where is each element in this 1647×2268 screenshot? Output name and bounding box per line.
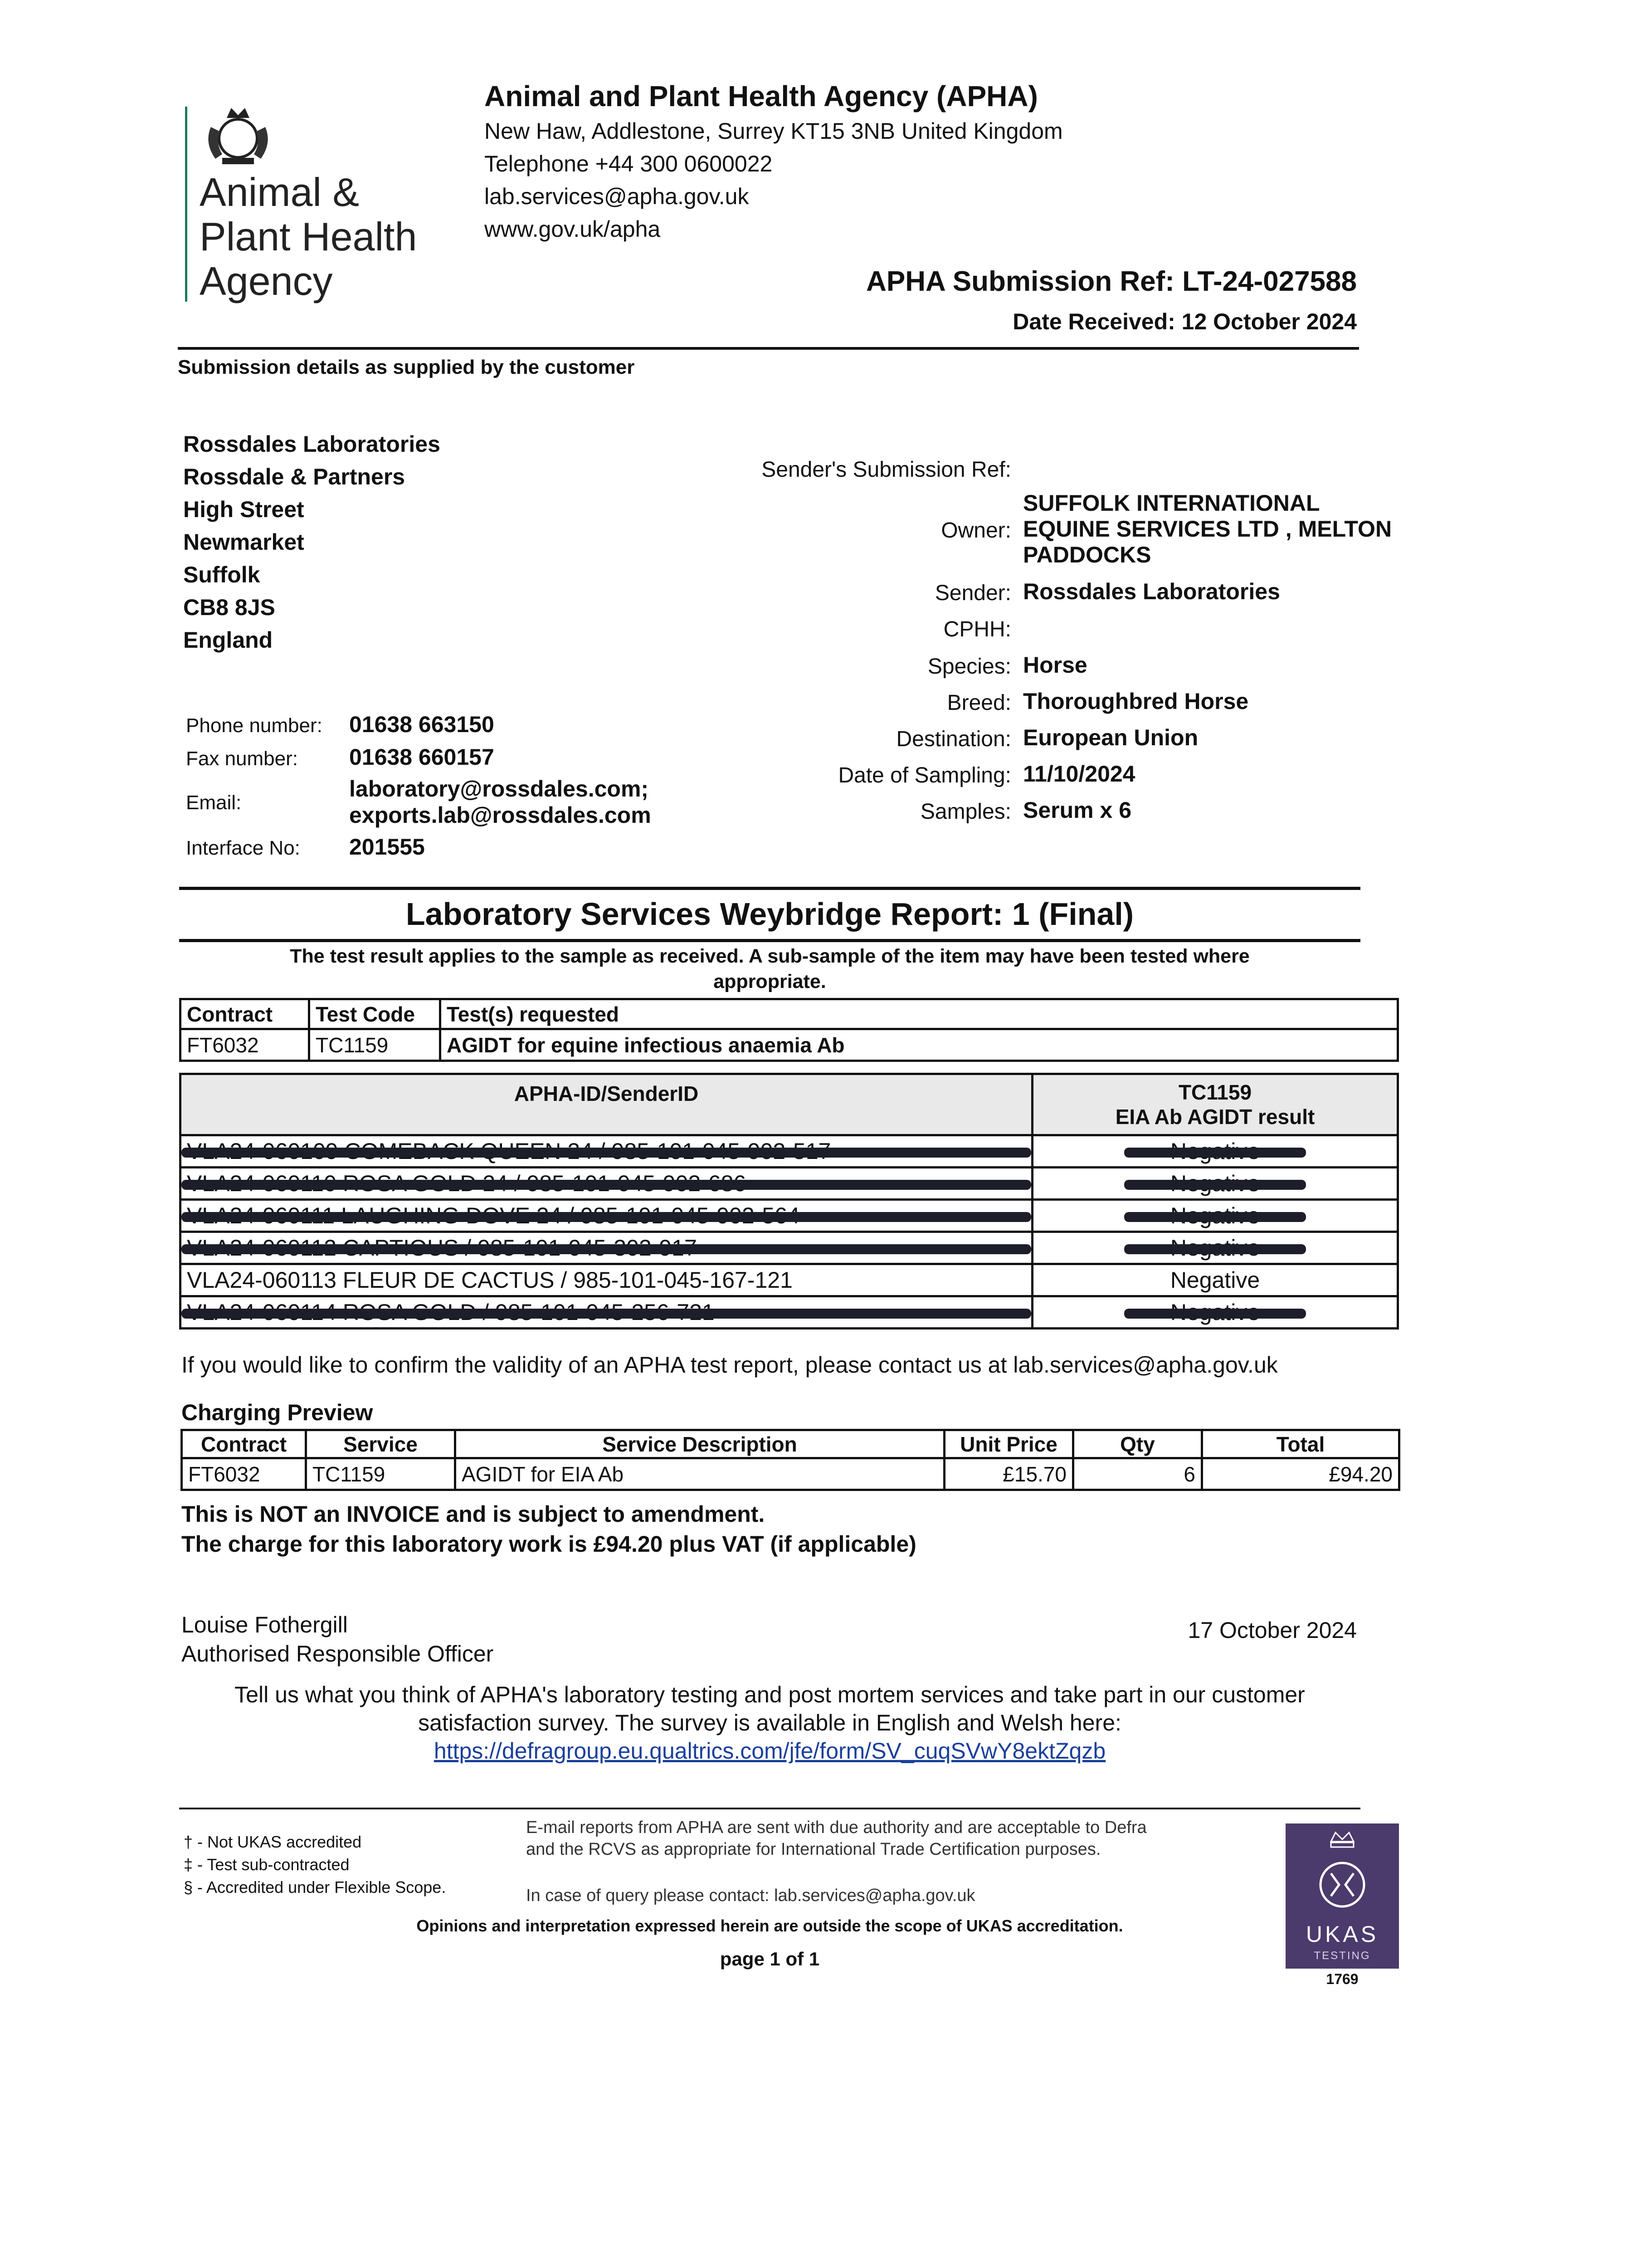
applies-note: The test result applies to the sample as received. A sub-sample of the item may have been tested where appropriate.: [290, 945, 1250, 992]
owner-line: EQUINE SERVICES LTD , MELTON: [1023, 516, 1392, 542]
survey-block: [179, 1681, 1360, 1765]
charging-header-service: Service: [306, 1430, 455, 1458]
ukas-sub: TESTING: [1314, 1950, 1371, 1962]
footer-opinions: Opinions and interpretation expressed herein are outside the scope of UKAS accreditation.: [416, 1916, 1123, 1935]
charging-cell-contract: FT6032: [182, 1458, 306, 1490]
redaction-mark: [181, 1212, 1031, 1222]
redaction-mark: [1124, 1244, 1306, 1254]
redaction-mark: [1124, 1212, 1306, 1222]
destination-value: European Union: [1023, 725, 1199, 750]
sample-result-cell: [1033, 1232, 1398, 1264]
destination-label: Destination:: [896, 727, 1011, 751]
sample-result-cell: [1033, 1135, 1398, 1168]
not-invoice-note: This is NOT an INVOICE and is subject to amendment.: [181, 1501, 765, 1527]
report-divider-top: [179, 887, 1360, 890]
footer-divider: [179, 1808, 1360, 1809]
date-received: Date Received: 12 October 2024: [1013, 309, 1357, 334]
charging-title: Charging Preview: [181, 1400, 373, 1425]
agency-web: www.gov.uk/apha: [484, 216, 661, 242]
agency-title: Animal and Plant Health Agency (APHA): [484, 80, 1038, 112]
signoff-block: [181, 1610, 493, 1668]
samples-value: Serum x 6: [1023, 797, 1132, 823]
cphh-label: CPHH:: [943, 617, 1011, 641]
tests-header-contract: Contract: [180, 999, 309, 1029]
report-divider-bottom: [179, 939, 1360, 942]
agency-logo-text: Animal & Plant Health Agency: [200, 170, 417, 303]
signoff-date: 17 October 2024: [1188, 1618, 1357, 1643]
sample-id-cell: [180, 1135, 1033, 1168]
results-header-code: TC1159: [1178, 1080, 1252, 1104]
charging-header-contract: Contract: [182, 1430, 306, 1458]
redaction-mark: [1124, 1148, 1306, 1158]
redaction-mark: [181, 1244, 1031, 1254]
redaction-mark: [181, 1309, 1031, 1319]
table-row: [180, 1200, 1398, 1232]
species-value: Horse: [1023, 652, 1087, 678]
footer-key-subcontracted: ‡ - Test sub-contracted: [184, 1855, 350, 1874]
tests-cell-contract: FT6032: [180, 1029, 309, 1061]
breed-label: Breed:: [947, 691, 1011, 715]
officer-name: Louise Fothergill: [181, 1612, 348, 1637]
customer-address-line: High Street: [183, 497, 304, 522]
ukas-badge: [1286, 1823, 1399, 1969]
samples-label: Samples:: [920, 800, 1011, 824]
agency-address: New Haw, Addlestone, Surrey KT15 3NB United Kingdom: [484, 118, 1063, 144]
footer-key-flexible-scope: § - Accredited under Flexible Scope.: [184, 1878, 446, 1897]
charging-header-unit-price: Unit Price: [945, 1430, 1073, 1458]
tests-cell-requested: AGIDT for equine infectious anaemia Ab: [440, 1029, 1398, 1061]
sample-result-cell: [1033, 1200, 1398, 1232]
charging-header-total: Total: [1202, 1430, 1399, 1458]
charging-cell-total: £94.20: [1202, 1458, 1399, 1490]
sample-result-cell: [1033, 1168, 1398, 1200]
validity-note: If you would like to confirm the validity of an APHA test report, please contact us at lab.services@apha.gov.uk: [181, 1352, 1278, 1378]
agency-email: lab.services@apha.gov.uk: [484, 184, 749, 209]
charging-cell-qty: 6: [1073, 1458, 1202, 1490]
survey-line-1: Tell us what you think of APHA's laboratory testing and post mortem services and take part in our customer: [234, 1682, 1305, 1707]
ukas-number: 1769: [1326, 1971, 1359, 1987]
tests-header-code: Test Code: [309, 999, 440, 1029]
results-table: [179, 1073, 1399, 1330]
sample-id-cell: [180, 1296, 1033, 1329]
tests-cell-code: TC1159: [309, 1029, 440, 1061]
sender-label: Sender:: [935, 581, 1011, 605]
logo-rule: [185, 107, 187, 302]
customer-address-line: Suffolk: [183, 562, 260, 587]
phone-value: 01638 663150: [349, 712, 494, 737]
royal-crest-icon: [195, 100, 281, 172]
email-value-2: exports.lab@rossdales.com: [349, 802, 651, 828]
agency-telephone: Telephone +44 300 0600022: [484, 151, 773, 176]
phone-label: Phone number:: [186, 714, 322, 737]
redaction-mark: [1124, 1309, 1306, 1319]
customer-address-line: Rossdale & Partners: [183, 464, 405, 489]
table-row: [180, 1135, 1398, 1168]
redaction-mark: [1124, 1180, 1306, 1190]
fax-value: 01638 660157: [349, 744, 494, 770]
charge-note: The charge for this laboratory work is £94.20 plus VAT (if applicable): [181, 1531, 916, 1557]
species-label: Species:: [927, 655, 1011, 679]
owner-line: SUFFOLK INTERNATIONAL: [1023, 490, 1320, 516]
sample-result-cell: [1033, 1296, 1398, 1329]
customer-address-line: CB8 8JS: [183, 595, 275, 620]
charging-header-qty: Qty: [1073, 1430, 1202, 1458]
customer-address-line: Rossdales Laboratories: [183, 431, 440, 457]
charging-header-description: Service Description: [455, 1430, 945, 1458]
survey-link[interactable]: https://defragroup.eu.qualtrics.com/jfe/form/SV_cuqSVwY8ektZqzb: [434, 1738, 1106, 1764]
interface-label: Interface No:: [186, 837, 300, 859]
table-row: [180, 1232, 1398, 1264]
sample-id-cell: [180, 1200, 1033, 1232]
table-row: [180, 1264, 1398, 1296]
submission-ref: APHA Submission Ref: LT-24-027588: [866, 266, 1357, 297]
results-header-result: EIA Ab AGIDT result: [1115, 1105, 1315, 1129]
ukas-label: UKAS: [1306, 1921, 1379, 1947]
sample-id-cell: [180, 1168, 1033, 1200]
redaction-mark: [181, 1180, 1031, 1190]
sender-value: Rossdales Laboratories: [1023, 579, 1280, 604]
breed-value: Thoroughbred Horse: [1023, 689, 1249, 714]
invoice-notes: [181, 1499, 916, 1559]
footer-email-note: E-mail reports from APHA are sent with due authority and are acceptable to Defra and the RCVS as appropriate for International Trade Certification purposes.: [526, 1818, 1147, 1859]
footer-key-not-accredited: † - Not UKAS accredited: [184, 1833, 362, 1851]
customer-address-line: Newmarket: [183, 529, 304, 555]
email-value-1: laboratory@rossdales.com;: [349, 776, 649, 802]
sampling-label: Date of Sampling:: [838, 763, 1011, 787]
redaction-mark: [181, 1148, 1031, 1158]
sample-id-cell: [180, 1232, 1033, 1264]
customer-address-line: England: [183, 627, 273, 653]
page-number: page 1 of 1: [720, 1948, 820, 1970]
email-label: Email:: [186, 792, 242, 814]
charging-cell-description: AGIDT for EIA Ab: [455, 1458, 945, 1490]
results-header-id: APHA-ID/SenderID: [180, 1074, 1033, 1135]
survey-line-2: satisfaction survey. The survey is available in English and Welsh here:: [418, 1710, 1121, 1735]
footer-query-note: In case of query please contact: lab.services@apha.gov.uk: [526, 1886, 975, 1905]
tests-table: [179, 998, 1399, 1062]
section-label: Submission details as supplied by the customer: [178, 356, 635, 378]
officer-role: Authorised Responsible Officer: [181, 1641, 494, 1667]
report-title: Laboratory Services Weybridge Report: 1 (Final): [405, 896, 1134, 932]
owner-label: Owner:: [941, 518, 1011, 543]
sample-id-cell: VLA24-060113 FLEUR DE CACTUS / 985-101-045-167-121: [180, 1264, 1033, 1296]
fax-label: Fax number:: [186, 748, 298, 770]
charging-cell-unit-price: £15.70: [945, 1458, 1073, 1490]
results-header-test: [1033, 1074, 1398, 1135]
interface-value: 201555: [349, 834, 425, 860]
table-row: [180, 1296, 1398, 1329]
sample-result-cell: Negative: [1033, 1264, 1398, 1296]
charging-table: [180, 1429, 1400, 1491]
charging-cell-service: TC1159: [306, 1458, 455, 1490]
sampling-value: 11/10/2024: [1023, 761, 1135, 787]
sender-ref-label: Sender's Submission Ref:: [761, 458, 1011, 482]
owner-line: PADDOCKS: [1023, 542, 1151, 567]
table-row: [180, 1168, 1398, 1200]
tests-header-requested: Test(s) requested: [440, 999, 1398, 1029]
header-divider: [178, 347, 1359, 350]
